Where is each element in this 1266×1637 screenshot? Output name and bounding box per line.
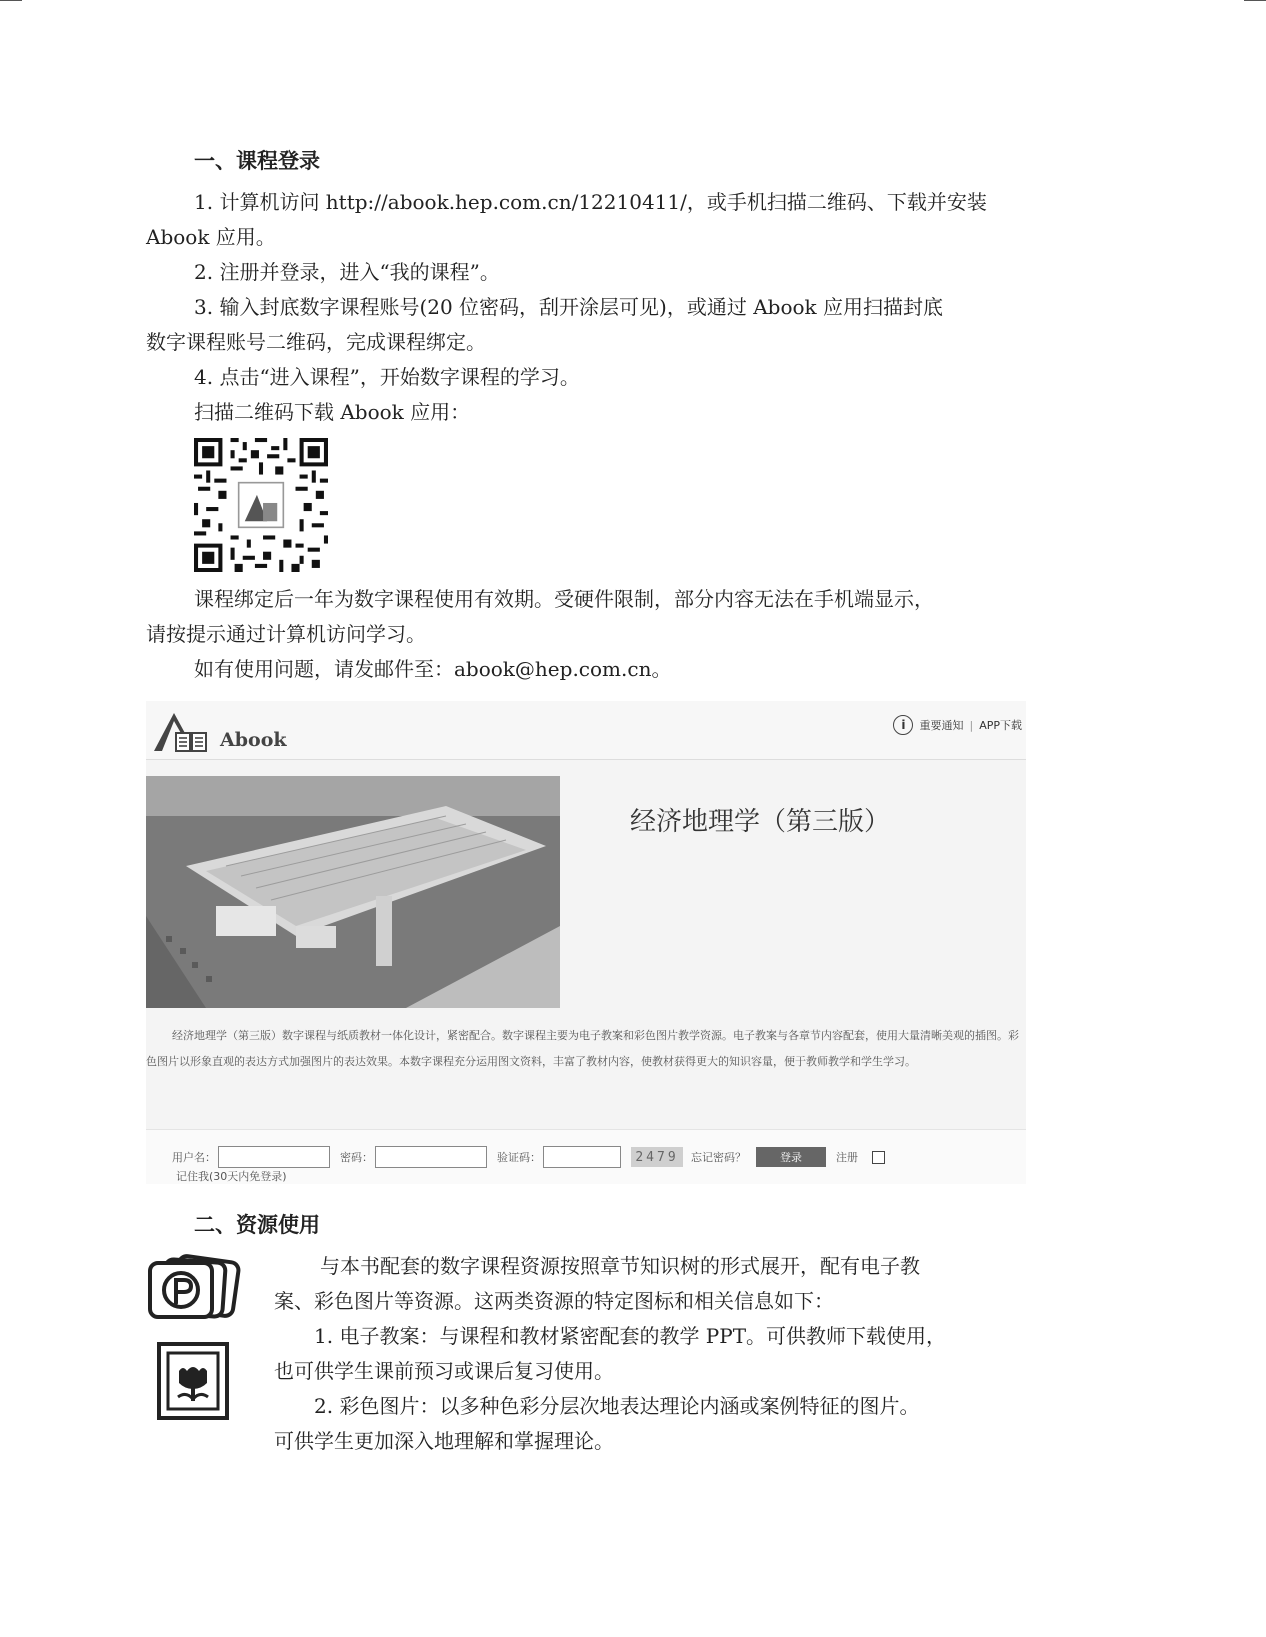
validity-line1: 课程绑定后一年为数字课程使用有效期。受硬件限制，部分内容无法在手机端显示，	[194, 587, 934, 611]
intro-line1: 与本书配套的数字课程资源按照章节知识树的形式展开，配有电子教	[320, 1254, 920, 1278]
link-separator: |	[969, 718, 974, 732]
info-icon: i	[893, 715, 913, 735]
abook-screenshot	[146, 701, 1026, 1183]
step3-line2: 数字课程账号二维码，完成课程绑定。	[146, 330, 486, 354]
username-input[interactable]	[218, 1146, 330, 1168]
resource-text	[274, 1249, 1026, 1459]
login-bar	[146, 1129, 1026, 1184]
validity-line2: 请按提示通过计算机访问学习。	[146, 622, 426, 646]
item1-line1: 1. 电子教案：与课程和教材紧密配套的教学 PPT。可供教师下载使用，	[314, 1324, 947, 1348]
abook-header	[146, 701, 1026, 760]
username-label: 用户名：	[172, 1151, 216, 1164]
item2-line2: 可供学生更加深入地理解和掌握理论。	[274, 1429, 614, 1453]
abook-logo-icon	[152, 709, 216, 753]
forgot-password-link[interactable]: 忘记密码？	[691, 1151, 746, 1164]
login-button[interactable]: 登录	[756, 1147, 826, 1167]
login-row	[172, 1146, 885, 1168]
campus-aerial-photo	[146, 776, 560, 1008]
step1-line2: Abook 应用。	[146, 225, 276, 249]
intro-line2: 案、彩色图片等资源。这两类资源的特定图标和相关信息如下：	[274, 1289, 834, 1313]
contact-line: 如有使用问题，请发邮件至：abook@hep.com.cn。	[194, 657, 672, 681]
step1-line1: 1. 计算机访问 http://abook.hep.com.cn/12210411/，或手机扫描二维码、下载并安装	[194, 190, 987, 214]
page-content	[146, 145, 1026, 1459]
section2-heading: 二、资源使用	[194, 1213, 320, 1237]
resource-icons	[146, 1253, 246, 1425]
notice-link[interactable]: 重要通知	[919, 719, 964, 732]
resource-list	[146, 1249, 1026, 1459]
crop-mark-right	[1244, 0, 1266, 1]
item1-line2: 也可供学生课前预习或课后复习使用。	[274, 1359, 614, 1383]
item2-line1: 2. 彩色图片：以多种色彩分层次地表达理论内涵或案例特征的图片。	[314, 1394, 920, 1418]
qr-caption: 扫描二维码下载 Abook 应用：	[194, 400, 471, 424]
step4: 4. 点击“进入课程”，开始数字课程的学习。	[194, 365, 580, 389]
color-picture-icon	[156, 1341, 232, 1421]
abook-logo[interactable]	[152, 709, 287, 753]
header-links	[893, 715, 1022, 735]
crop-mark-left	[0, 0, 22, 1]
remember-label: 记住我(30天内免登录)	[176, 1170, 287, 1183]
captcha-label: 验证码：	[497, 1151, 541, 1164]
abook-logo-text: Abook	[220, 729, 287, 751]
course-description: 经济地理学（第三版）数字课程与纸质教材一体化设计，紧密配合。数字课程主要为电子教案和彩色图片教学资源。电子教案与各章节内容配套，使用大量清晰美观的插图。彩色图片以形象直观的表达方式加强图片的表达效果。本数字课程充分运用图文资料，丰富了教材内容，使教材获得更大的知识容量，便于教师教学和学生学习。	[146, 1029, 1019, 1068]
section1-heading: 一、课程登录	[194, 149, 320, 173]
section2	[146, 1209, 1026, 1459]
ppt-courseware-icon	[146, 1253, 242, 1323]
captcha-image[interactable]: 2479	[631, 1147, 683, 1167]
remember-checkbox[interactable]	[872, 1151, 885, 1164]
app-download-link[interactable]: APP下载	[979, 719, 1022, 732]
qr-code	[194, 438, 328, 572]
step3-line1: 3. 输入封底数字课程账号(20 位密码，刮开涂层可见)，或通过 Abook 应用扫描封底	[194, 295, 944, 319]
password-label: 密码：	[340, 1151, 373, 1164]
book-title: 经济地理学（第三版）	[630, 807, 891, 837]
password-input[interactable]	[375, 1146, 487, 1168]
register-link[interactable]: 注册	[836, 1151, 858, 1164]
step2: 2. 注册并登录，进入“我的课程”。	[194, 260, 500, 284]
captcha-input[interactable]	[543, 1146, 621, 1168]
